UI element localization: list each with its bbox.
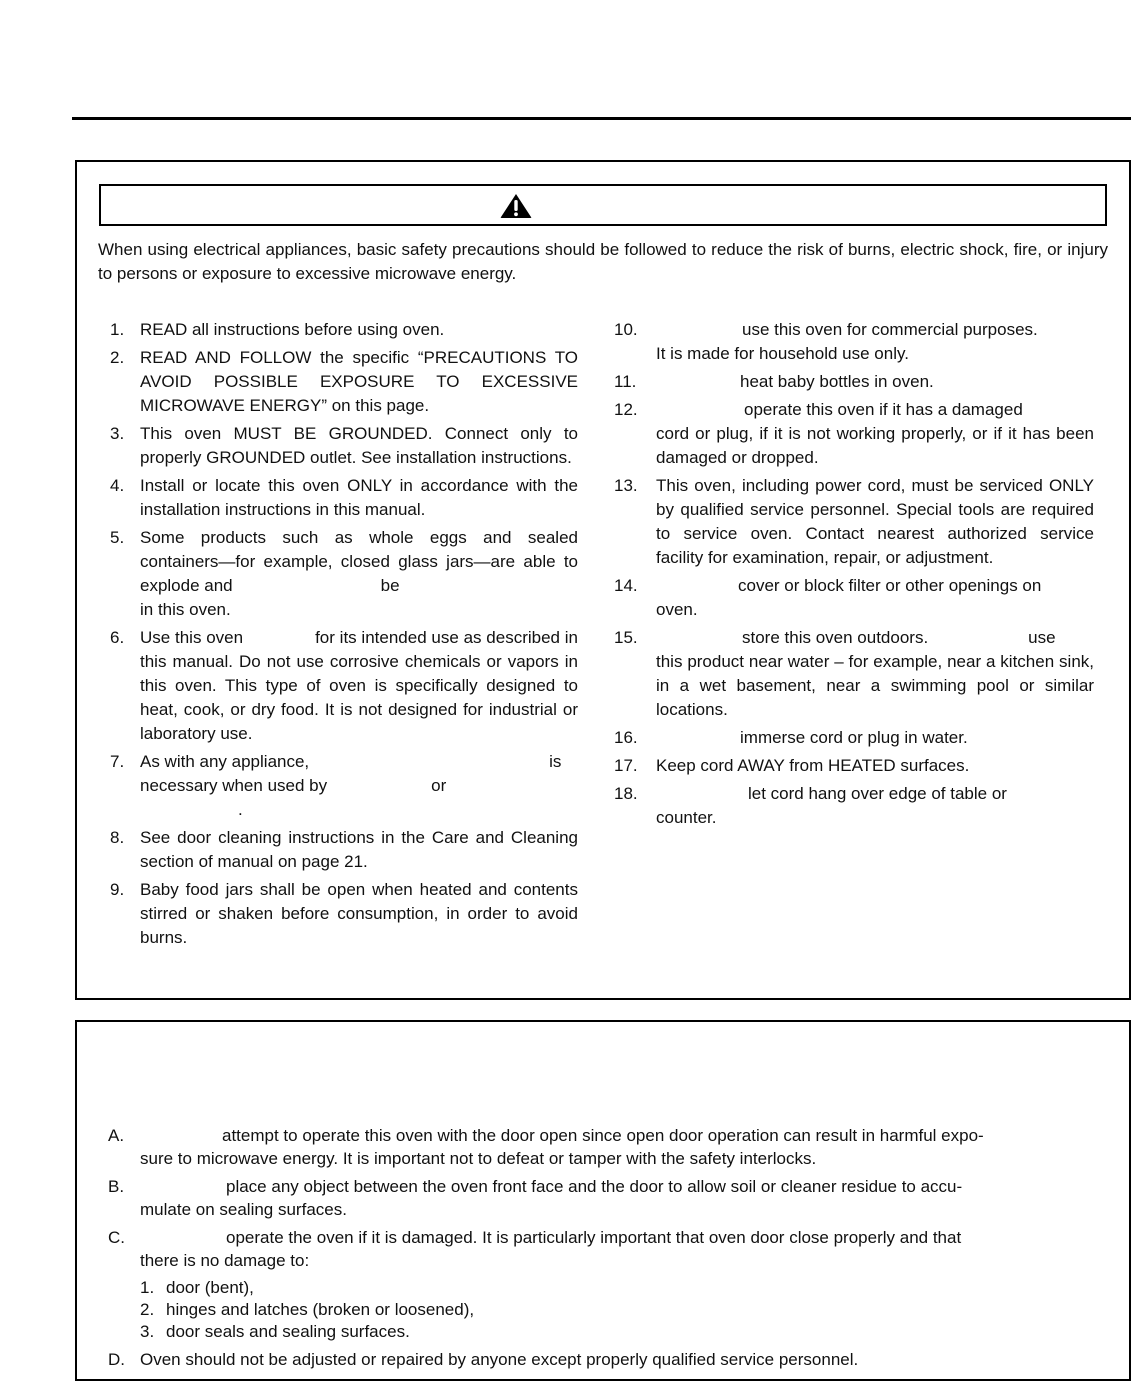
precautions-list [108, 1124, 1106, 1376]
precaution-item: B. place any object between the oven front face and the door to allow soil or cleaner residue to accu- mulate on sealing surfaces. [108, 1177, 963, 1219]
instruction-item: 5. Some products such as whole eggs and sealed containers—for example, closed glass jars—are able to explode and be in this oven. [110, 528, 578, 619]
precaution-item: C. operate the oven if it is damaged. It is particularly important that oven door close properly and that there is no damage to: [108, 1228, 962, 1270]
instruction-item: 13. This oven, including power cord, must be serviced ONLY by qualified service personnel. Special tools are required to service oven. Contact nearest authorized service facility for examination, repair, or adjustment. [614, 476, 1094, 567]
instructions-left-column [110, 318, 578, 954]
instruction-item: 9. Baby food jars shall be open when heated and contents stirred or shaken before consumption, in order to avoid burns. [110, 880, 578, 947]
instruction-item: 3. This oven MUST BE GROUNDED. Connect only to properly GROUNDED outlet. See installation instructions. [110, 424, 578, 467]
intro-paragraph: When using electrical appliances, basic safety precautions should be followed to reduce the risk of burns, electric shock, fire, or injury to persons or exposure to excessive microwave energy. [98, 240, 1108, 283]
instruction-item: 8. See door cleaning instructions in the Care and Cleaning section of manual on page 21. [110, 828, 578, 871]
instruction-item: 6. Use this oven for its intended use as described in this manual. Do not use corrosive chemicals or vapors in this oven. This type of oven is specifically designed to heat, cook, or dry food. It is not designed for industrial or laboratory use. [110, 628, 579, 743]
precaution-item: A. attempt to operate this oven with the door open since open door operation can result in harmful expo- sure to microwave energy. It is important not to defeat or tamper with the safety interlocks. [108, 1126, 984, 1168]
instruction-item: 7. As with any appliance, is necessary when used by or . [110, 752, 562, 819]
damage-item: 2. hinges and latches (broken or loosened), [140, 1300, 475, 1319]
precaution-item: D. Oven should not be adjusted or repaired by anyone except properly qualified service personnel. [108, 1350, 859, 1369]
header-rule [72, 117, 1131, 120]
damage-item: 1. door (bent), [140, 1278, 254, 1297]
instruction-item: 11. heat baby bottles in oven. [614, 372, 934, 391]
instructions-right-column [614, 318, 1094, 834]
damage-list [108, 1277, 1106, 1343]
damage-item: 3. door seals and sealing surfaces. [140, 1322, 410, 1341]
instruction-item: 10. use this oven for commercial purposes. It is made for household use only. [614, 320, 1038, 363]
instruction-item: 2. READ AND FOLLOW the specific “PRECAUTIONS TO AVOID POSSIBLE EXPOSURE TO EXCESSIVE MICROWAVE ENERGY” on this page. [110, 348, 578, 415]
instruction-item: 16. immerse cord or plug in water. [614, 728, 968, 747]
warning-header-bar [99, 184, 1107, 226]
instruction-item: 15. store this oven outdoors. use this product near water – for example, near a kitchen sink, in a wet basement, near a swimming pool or similar locations. [614, 628, 1094, 719]
instruction-item: 4. Install or locate this oven ONLY in accordance with the installation instructions in this manual. [110, 476, 578, 519]
instruction-item: 1. READ all instructions before using oven. [110, 320, 445, 339]
instruction-item: 17. Keep cord AWAY from HEATED surfaces. [614, 756, 970, 775]
instruction-item: 14. cover or block filter or other openings on oven. [614, 576, 1042, 619]
instruction-item: 12. operate this oven if it has a damaged cord or plug, if it is not working properly, or if it has been damaged or dropped. [614, 400, 1094, 467]
instruction-item: 18. let cord hang over edge of table or counter. [614, 784, 1007, 827]
warning-triangle-icon [499, 193, 533, 219]
